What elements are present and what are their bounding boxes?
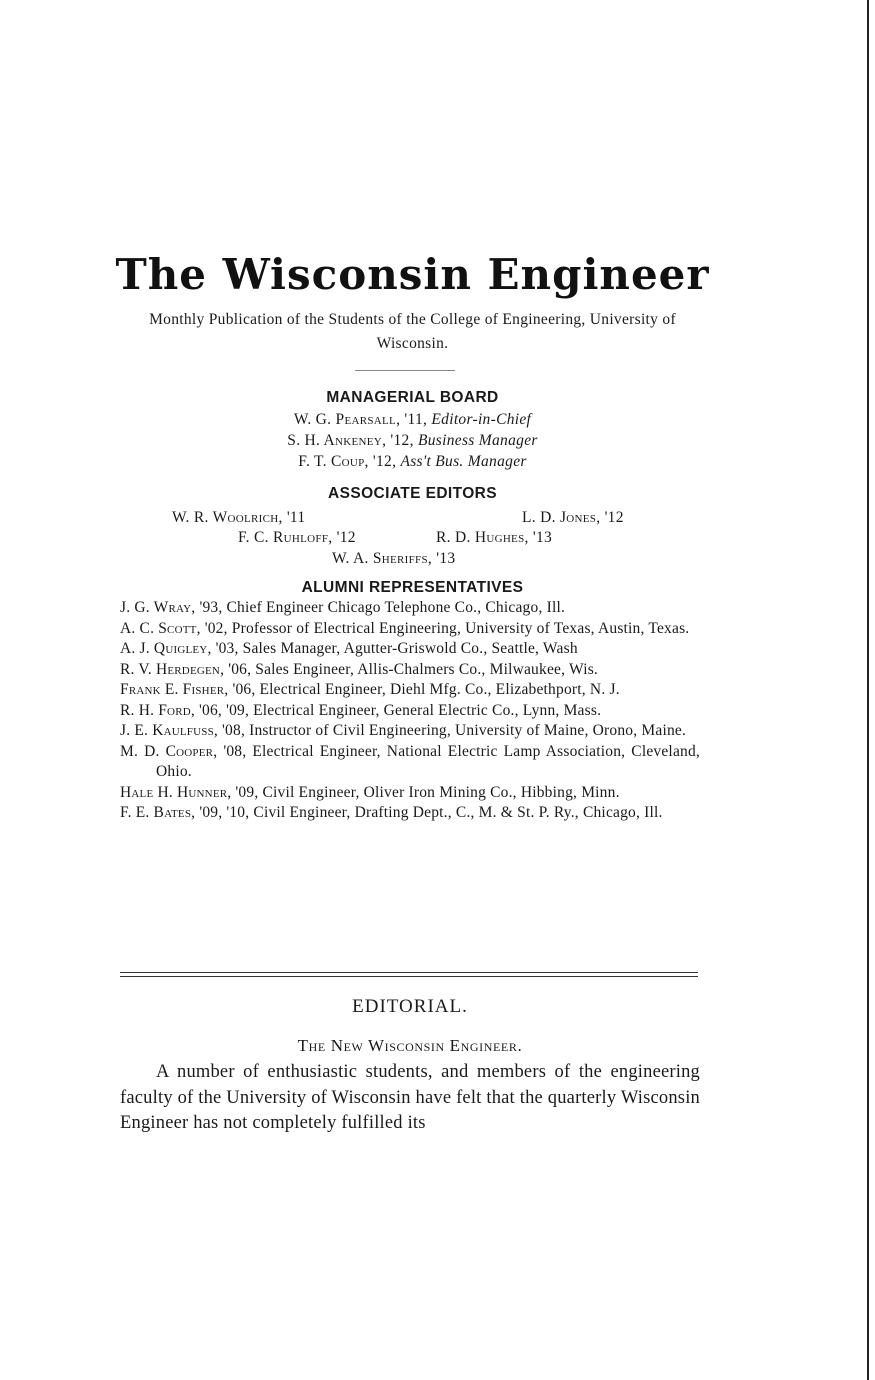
editor-name: W. A. Sheriffs [332, 550, 428, 567]
alumni-entry [120, 721, 700, 742]
alumni-entry [120, 598, 700, 619]
editorial-heading: EDITORIAL. [352, 996, 468, 1017]
alumni-list [120, 598, 700, 824]
editor-class: , '12 [328, 529, 356, 546]
board-member [0, 453, 825, 471]
alumni-details: , '09, Civil Engineer, Oliver Iron Mining Co., Hibbing, Minn. [227, 783, 620, 801]
board-member-role: Business Manager [417, 432, 538, 449]
board-member-name: F. T. Coup [298, 453, 365, 470]
associate-editor [436, 529, 552, 547]
alumni-name: A. C. Scott [120, 619, 197, 637]
alumni-name: M. D. Cooper [120, 742, 214, 760]
alumni-details: , '06, Electrical Engineer, Diehl Mfg. Co., Elizabethport, N. J. [224, 681, 620, 698]
divider [355, 370, 455, 371]
associate-editor [522, 509, 624, 527]
editor-class: , '13 [524, 529, 553, 546]
alumni-details: , '02, Professor of Electrical Engineering, University of Texas, Austin, Texas. [196, 619, 690, 637]
double-rule [120, 972, 698, 973]
associate-editors-heading: ASSOCIATE EDITORS [328, 485, 497, 502]
board-member-role: Ass't Bus. Manager [400, 453, 527, 470]
article-paragraph: A number of enthusiastic students, and members of the engineering faculty of the University of Wisconsin have felt that the quarterly Wisconsin Engineer has not completely fulfilled its [120, 1062, 700, 1133]
alumni-entry [120, 639, 700, 660]
alumni-name: R. V. Herdegen [120, 660, 221, 678]
alumni-details: , '93, Chief Engineer Chicago Telephone Co., Chicago, Ill. [191, 599, 566, 616]
managerial-board-heading: MANAGERIAL BOARD [326, 389, 499, 406]
alumni-entry [120, 619, 700, 640]
alumni-entry [120, 803, 700, 824]
alumni-details: , '09, '10, Civil Engineer, Drafting Dept., C., M. & St. P. Ry., Chicago, Ill. [191, 804, 663, 821]
alumni-entry [120, 680, 700, 701]
associate-editor [332, 550, 455, 568]
editor-name: L. D. Jones [522, 509, 597, 526]
alumni-entry [120, 660, 700, 681]
board-member [0, 432, 825, 450]
masthead-subtitle: Monthly Publication of the Students of the College of Engineering, University of Wisconsin. [149, 311, 676, 352]
editor-name: R. D. Hughes [436, 529, 525, 546]
alumni-name: Frank E. Fisher [120, 681, 225, 698]
alumni-name: R. H. Ford [120, 701, 191, 719]
board-member [0, 411, 825, 429]
article-body [120, 1060, 700, 1137]
editor-class: , '12 [596, 509, 624, 526]
board-member-class: , '12, [364, 453, 401, 470]
board-member-role: Editor-in-Chief [431, 411, 532, 428]
alumni-name: F. E. Bates [120, 804, 192, 821]
editor-class: , '13 [427, 550, 456, 567]
associate-editor [238, 529, 356, 547]
alumni-details: , '03, Sales Manager, Agutter-Griswold Co., Seattle, Wash [207, 640, 578, 657]
alumni-details: , '06, '09, Electrical Engineer, General Electric Co., Lynn, Mass. [190, 701, 602, 719]
article-title: The New Wisconsin Engineer. [297, 1036, 523, 1055]
alumni-representatives-heading: ALUMNI REPRESENTATIVES [301, 579, 524, 596]
double-rule [120, 976, 698, 977]
masthead-title: The Wisconsin Engineer [115, 250, 710, 299]
alumni-entry [120, 783, 700, 804]
alumni-name: A. J. Quigley [120, 640, 208, 657]
alumni-details: , '08, Instructor of Civil Engineering, University of Maine, Orono, Maine. [213, 722, 687, 739]
board-member-name: W. G. Pearsall [293, 411, 397, 428]
alumni-details: , '06, Sales Engineer, Allis-Chalmers Co., Milwaukee, Wis. [220, 660, 599, 678]
alumni-entry [120, 701, 700, 722]
editor-class: , '11 [278, 509, 306, 526]
alumni-entry [120, 742, 700, 783]
alumni-name: J. G. Wray [120, 599, 192, 616]
editor-name: F. C. Ruhloff [238, 529, 329, 546]
editor-name: W. R. Woolrich [172, 509, 279, 526]
alumni-name: J. E. Kaulfuss [120, 722, 214, 739]
board-member-class: , '12, [382, 432, 418, 449]
associate-editor [172, 509, 305, 527]
page-edge [867, 0, 869, 1380]
alumni-details: , '08, Electrical Engineer, National Electric Lamp Association, Cleveland, Ohio. [156, 742, 700, 780]
alumni-name: Hale H. Hunner [120, 783, 228, 801]
board-member-class: , '11, [396, 411, 432, 428]
board-member-name: S. H. Ankeney [287, 432, 383, 449]
